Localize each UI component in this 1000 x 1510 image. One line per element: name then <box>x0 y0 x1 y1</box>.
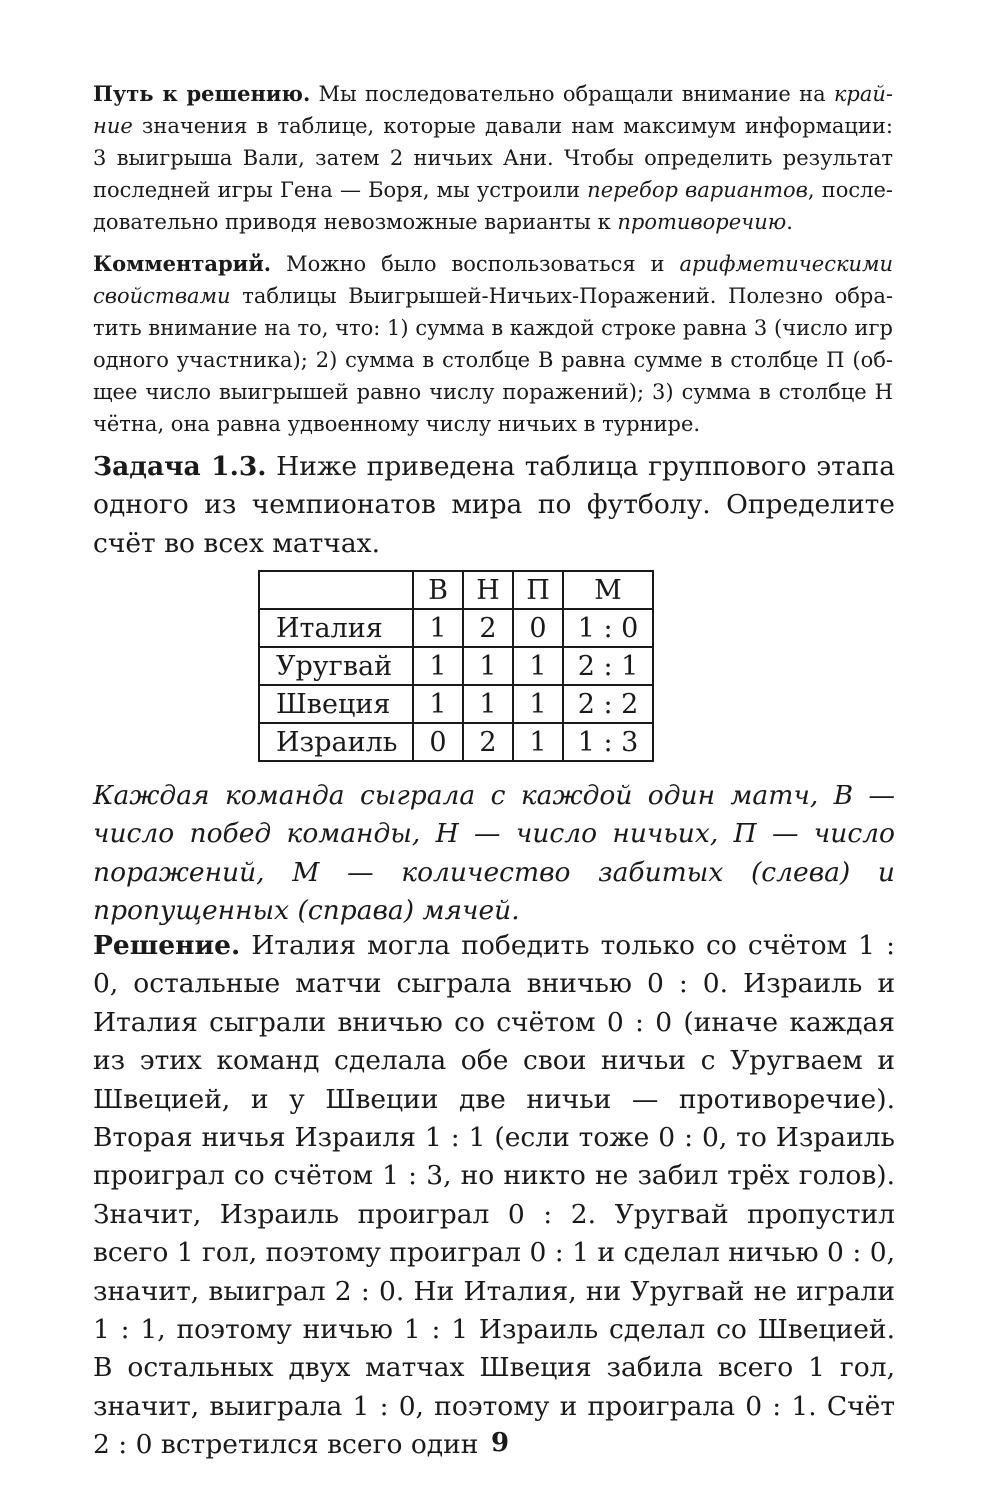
table-cell: 2 <box>463 723 513 761</box>
table-header-cell: П <box>513 571 563 609</box>
comment-text-1: Можно было воспользоваться и <box>271 252 680 276</box>
solution-paragraph <box>93 927 895 1465</box>
table-cell: 0 <box>413 723 463 761</box>
comment-emph-1: арифметическими свойствами <box>93 252 893 308</box>
table-header-cell <box>259 571 413 609</box>
comment-heading: Комментарий. <box>93 251 272 276</box>
solution-path-emph-1: крайние <box>93 82 893 138</box>
solution-path-text-1: Мы последовательно обращали внимание на <box>310 82 834 106</box>
solution-path-text-2: значения в таблице, которые давали нам максимум информации: 3 выигрыша Вали, затем 2 ничьих Ани. Чтобы определить результат последней игры Гена — Боря, мы устроили <box>93 114 893 202</box>
page-number: 9 <box>490 1428 510 1458</box>
table-row <box>259 723 653 761</box>
team-name-cell: Уругвай <box>259 647 413 685</box>
table-header-cell: Н <box>463 571 513 609</box>
solution-heading: Решение. <box>93 930 241 961</box>
solution-text: Италия могла победить только со счётом 1 : 0, остальные матчи сыграла вничью 0 : 0. Израиль и Италия сыграли вничью со счётом 0 : 0 (иначе каждая из этих команд сделала обе свои ничьи с Уругваем и Швецией, и у Швеции две ничьи — противоречие). Вторая ничья Израиля 1 : 1 (если тоже 0 : 0, то Израиль проиграл со счётом 1 : 3, но никто не забил трёх голов). Значит, Израиль проиграл 0 : 2. Уругвай пропустил всего 1 гол, поэтому проиграл 0 : 1 и сделал ничью 0 : 0, значит, выиграл 2 : 0. Ни Италия, ни Уругвай не играли 1 : 1, поэтому ничью 1 : 1 Израиль сделал со Швецией. В остальных двух матчах Швеция забила всего 1 гол, значит, выиграла 1 : 0, поэтому и проиграла 0 : 1. Счёт 2 : 0 встретился всего один <box>93 930 895 1461</box>
table-header-cell: В <box>413 571 463 609</box>
table-row <box>259 609 653 647</box>
table-header-row <box>259 571 653 609</box>
table-cell: 2 <box>463 609 513 647</box>
solution-path-text-3: , последовательно приводя невозможные варианты к <box>93 178 893 234</box>
comment-text-2: таблицы Выигрышей-Ничьих-Поражений. Полезно обратить внимание на то, что: 1) сумма в каждой строке равна 3 (число игр одного участника); 2) сумма в столбце В равна сумме в столбце П (общее число выигрышей равно числу поражений); 3) сумма в столбце Н чётна, она равна удвоенному числу ничьих в турнире. <box>93 284 893 436</box>
table-cell: 1 <box>513 647 563 685</box>
solution-path-emph-2: перебор вариантов <box>587 178 808 202</box>
table-cell: 1 <box>513 685 563 723</box>
task-heading: Задача 1.3. <box>93 451 267 482</box>
solution-path-paragraph <box>93 78 893 238</box>
comment-paragraph <box>93 248 893 440</box>
table-note-paragraph: Каждая команда сыграла с каждой один матч, В — число побед команды, Н — число ничьих, П — число поражений, М — количество забитых (слева) и пропущенных (справа) мячей. <box>93 780 895 927</box>
table-cell: 1 <box>513 723 563 761</box>
table-cell: 0 <box>513 609 563 647</box>
table-cell: 1 <box>413 685 463 723</box>
table-cell: 2 : 1 <box>563 647 653 685</box>
solution-path-heading: Путь к решению. <box>93 81 311 106</box>
team-name-cell: Швеция <box>259 685 413 723</box>
team-name-cell: Италия <box>259 609 413 647</box>
table-cell: 1 : 3 <box>563 723 653 761</box>
table-row <box>259 685 653 723</box>
solution-path-emph-3: противоречию <box>617 210 787 234</box>
table-header-cell: М <box>563 571 653 609</box>
standings-table <box>258 570 654 762</box>
table-cell: 1 <box>463 647 513 685</box>
task-paragraph <box>93 448 895 563</box>
table-cell: 1 <box>413 609 463 647</box>
solution-path-text-4: . <box>786 210 793 234</box>
table-cell: 1 <box>463 685 513 723</box>
table-cell: 1 : 0 <box>563 609 653 647</box>
table-row <box>259 647 653 685</box>
table-cell: 2 : 2 <box>563 685 653 723</box>
table-cell: 1 <box>413 647 463 685</box>
task-text: Ниже приведена таблица группового этапа одного из чемпионатов мира по футболу. Определите счёт во всех матчах. <box>93 451 895 559</box>
team-name-cell: Израиль <box>259 723 413 761</box>
